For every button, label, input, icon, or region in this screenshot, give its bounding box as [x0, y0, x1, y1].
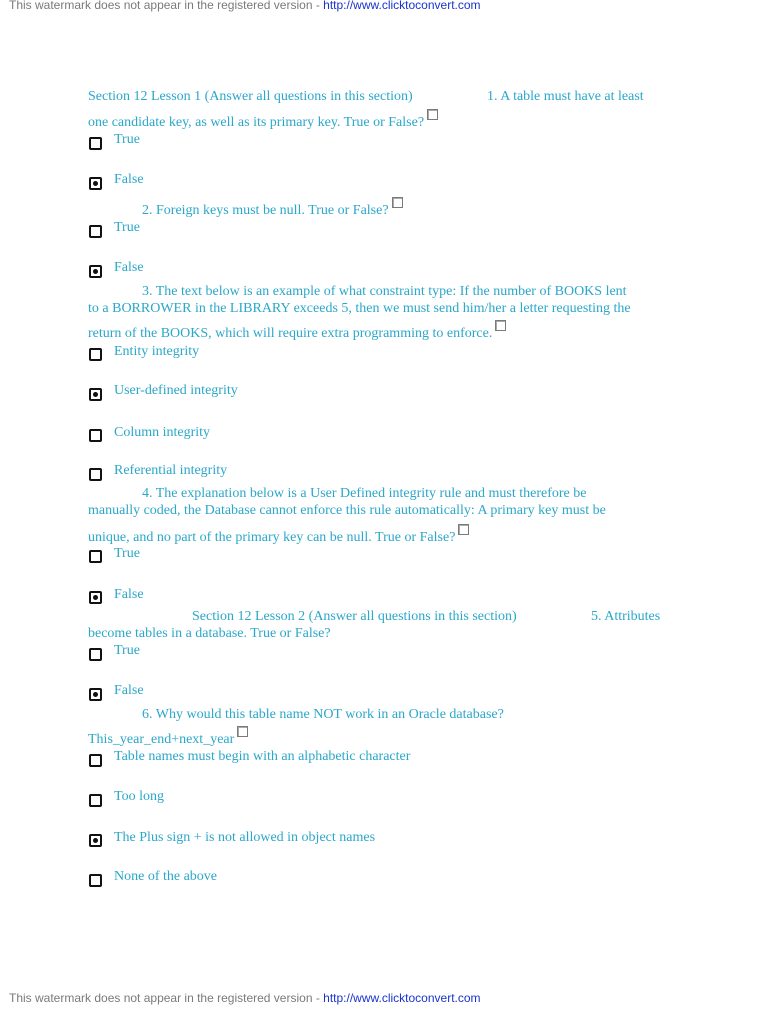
q4-radio-false[interactable]	[89, 591, 102, 604]
q4-text-line1: 4. The explanation below is a User Defined integrity rule and must therefore be	[142, 486, 587, 501]
q4-option-false: False	[114, 587, 144, 602]
q6-radio-none[interactable]	[89, 874, 102, 887]
q6-option-plus-sign: The Plus sign + is not allowed in object names	[114, 830, 376, 845]
q1-option-true: True	[114, 132, 140, 147]
q2-option-true: True	[114, 220, 140, 235]
q6-radio-plus-sign[interactable]	[89, 834, 102, 847]
q6-option-none: None of the above	[114, 869, 218, 884]
q3-option-column: Column integrity	[114, 425, 211, 440]
watermark-top	[9, 0, 481, 12]
section2-heading: Section 12 Lesson 2 (Answer all questions in this section)	[192, 609, 517, 624]
flag-checkbox[interactable]	[427, 109, 438, 120]
watermark-link[interactable]: http://www.clicktoconvert.com	[323, 991, 481, 1005]
flag-checkbox[interactable]	[495, 320, 506, 331]
q3-radio-column[interactable]	[89, 429, 102, 442]
q6-radio-alphabetic[interactable]	[89, 754, 102, 767]
q3-option-referential: Referential integrity	[114, 463, 228, 478]
q2-radio-false[interactable]	[89, 265, 102, 278]
q1-text-line1: 1. A table must have at least	[487, 89, 644, 104]
q6-text-line1: 6. Why would this table name NOT work in an Oracle database?	[142, 707, 504, 722]
flag-checkbox[interactable]	[237, 726, 248, 737]
q2-option-false: False	[114, 260, 144, 275]
section1-heading: Section 12 Lesson 1 (Answer all questions in this section)	[88, 89, 413, 104]
q5-radio-true[interactable]	[89, 648, 102, 661]
q3-radio-user-defined[interactable]	[89, 388, 102, 401]
q6-radio-too-long[interactable]	[89, 794, 102, 807]
q1-text-line2: one candidate key, as well as its primary key. True or False?	[88, 114, 438, 131]
q6-option-too-long: Too long	[114, 789, 164, 804]
q5-option-true: True	[114, 643, 140, 658]
q4-text-line3: unique, and no part of the primary key can be null. True or False?	[88, 529, 469, 546]
q3-text-line2: to a BORROWER in the LIBRARY exceeds 5, then we must send him/her a letter requesting the	[88, 301, 631, 316]
q3-option-user-defined: User-defined integrity	[114, 383, 238, 398]
flag-checkbox[interactable]	[458, 524, 469, 535]
q3-text-line1: 3. The text below is an example of what constraint type: If the number of BOOKS lent	[142, 284, 627, 299]
q3-text-line3: return of the BOOKS, which will require extra programming to enforce.	[88, 325, 506, 342]
q1-option-false: False	[114, 172, 144, 187]
q5-option-false: False	[114, 683, 144, 698]
q4-radio-true[interactable]	[89, 550, 102, 563]
watermark-link[interactable]: http://www.clicktoconvert.com	[323, 0, 481, 12]
q3-option-entity: Entity integrity	[114, 344, 200, 359]
q3-radio-referential[interactable]	[89, 468, 102, 481]
q5-text-line2: become tables in a database. True or False?	[88, 626, 331, 641]
watermark-bottom	[9, 991, 481, 1005]
q1-radio-true[interactable]	[89, 137, 102, 150]
watermark-text: This watermark does not appear in the registered version -	[9, 0, 324, 12]
q4-option-true: True	[114, 546, 140, 561]
watermark-text: This watermark does not appear in the registered version -	[9, 991, 324, 1005]
q6-option-alphabetic: Table names must begin with an alphabetic character	[114, 749, 411, 764]
flag-checkbox[interactable]	[392, 197, 403, 208]
q4-text-line2: manually coded, the Database cannot enforce this rule automatically: A primary key must be	[88, 503, 606, 518]
q6-text-line2: This_year_end+next_year	[88, 731, 248, 748]
q3-radio-entity[interactable]	[89, 348, 102, 361]
q1-radio-false[interactable]	[89, 177, 102, 190]
q5-radio-false[interactable]	[89, 688, 102, 701]
q2-radio-true[interactable]	[89, 225, 102, 238]
q5-text-line1: 5. Attributes	[591, 609, 661, 624]
q2-text: 2. Foreign keys must be null. True or False?	[142, 202, 403, 219]
